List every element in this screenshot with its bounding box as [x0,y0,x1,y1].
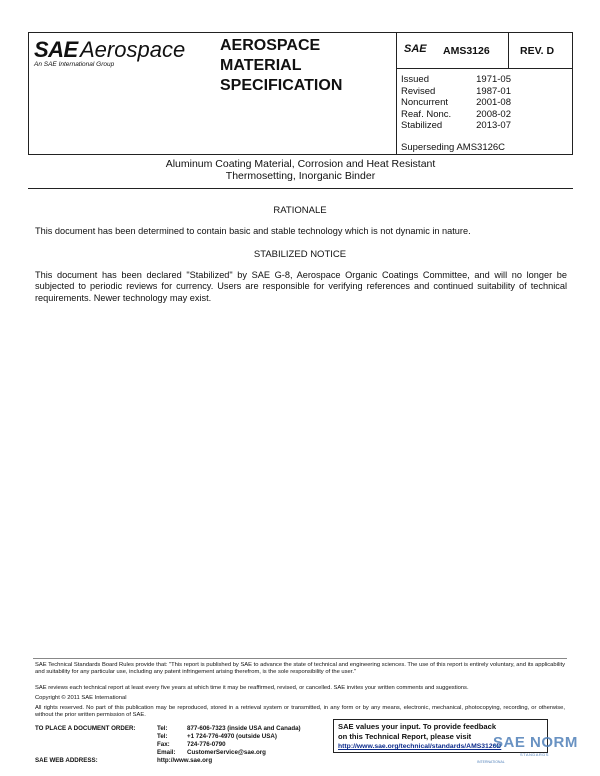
sae-mini-logo: SAE [404,43,427,55]
sae-logo: SAE [34,37,78,62]
spec-title-line: AEROSPACE [220,37,321,54]
date-label: Stabilized [401,120,443,131]
contact-row [157,733,301,741]
footer-rule [33,658,567,659]
date-value: 2001-08 [476,97,511,108]
contact-phone[interactable]: 877-606-7323 (inside USA and Canada) [187,725,301,732]
stabilized-heading: STABILIZED NOTICE [253,249,347,260]
contact-row [157,725,301,733]
footer-review-note: SAE reviews each technical report at least every five years at which time it may be reaffirmed, revised, or cancelled. SAE invites your written comments and suggestions. [35,685,469,691]
footer-copyright: Copyright © 2011 SAE International [35,695,127,701]
spec-title-line: MATERIAL [220,57,302,74]
revision-label: REV. D [520,45,555,57]
feedback-text: on this Technical Report, please visit [338,732,472,741]
feedback-link[interactable]: http://www.sae.org/technical/standards/AMS3126D [338,743,502,750]
date-row [401,97,511,109]
rationale-heading: RATIONALE [273,205,327,216]
contact-fax: 724-776-0790 [187,741,226,748]
spec-title [220,36,390,96]
date-value: 2008-02 [476,108,511,120]
supersedes-note: Superseding AMS3126C [401,142,506,153]
contact-list [157,725,301,757]
subject-line: Aluminum Coating Material, Corrosion and Heat Resistant [165,158,436,170]
order-label: TO PLACE A DOCUMENT ORDER: [35,725,136,732]
contact-row [157,749,301,757]
aerospace-logo-text: Aerospace [80,37,186,62]
watermark-intl: INTERNATIONAL [477,760,505,764]
stabilized-text: This document has been declared "Stabilized" by SAE G-8, Aerospace Organic Coatings Committee, and will no longer be subjected to periodic reviews for currency. Users are responsible for verifying references and continued suitability of technical requirements. Newer technology may exist. [35,270,567,303]
rationale-text: This document has been determined to contain basic and stable technology which is not dynamic in nature. [35,226,471,236]
feedback-text: SAE values your input. To provide feedback [338,722,497,731]
date-value: 2013-07 [476,120,511,131]
contact-label: Email: [157,749,176,756]
contact-phone[interactable]: +1 724-776-4970 (outside USA) [187,733,277,740]
date-row [401,120,511,132]
header-divider [396,68,573,69]
footer-rights: All rights reserved. No part of this publication may be reproduced, stored in a retrieval system or transmitted, in any form or by any means, electronic, mechanical, photocopying, recording, or otherwise, without the prior written permission of SAE. [35,705,565,719]
subject-line: Thermosetting, Inorganic Binder [225,170,376,182]
date-row [401,74,511,86]
contact-label: Tel: [157,733,168,740]
document-number: AMS3126 [443,45,490,57]
date-row [401,86,511,98]
logo-tagline: An SAE International Group [34,61,115,68]
footer-policy: SAE Technical Standards Board Rules provide that: "This report is published by SAE to advance the state of technical and engineering sciences. The use of this report is entirely voluntary, and its applicability and suitability for any particular use, including any patent infringement arising therefrom, is the sole responsibility of the user." [35,662,565,676]
date-label: Revised [401,85,436,97]
date-label: Noncurrent [401,97,448,108]
header-divider [396,32,397,155]
date-table [401,74,511,132]
date-value: 1971-05 [476,74,511,85]
date-row [401,109,511,121]
contact-label: Fax: [157,741,170,748]
date-label: Issued [401,74,429,85]
date-label: Reaf. Nonc. [401,108,452,120]
subject-divider [28,188,573,189]
web-label: SAE WEB ADDRESS: [35,757,98,764]
watermark-logo: SAE NORM [493,734,578,751]
contact-email-link[interactable]: CustomerService@sae.org [187,749,266,756]
spec-title-line: SPECIFICATION [220,77,343,94]
document-subject [28,158,573,182]
contact-row [157,741,301,749]
contact-label: Tel: [157,725,168,732]
header-divider [508,32,509,68]
date-value: 1987-01 [476,85,511,97]
web-link[interactable]: http://www.sae.org [157,757,213,764]
watermark-sub: STANDARDS [520,752,549,757]
